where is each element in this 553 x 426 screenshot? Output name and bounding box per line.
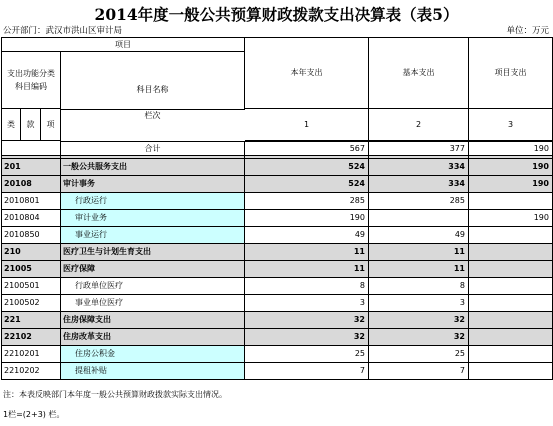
row-code: 210	[2, 244, 61, 261]
header-index-3: 3	[469, 109, 553, 141]
header-subject-name: 科目名称	[61, 52, 245, 141]
row-basic: 334	[369, 159, 469, 176]
row-name: 行政运行	[61, 193, 245, 210]
row-name: 住房改革支出	[61, 329, 245, 346]
row-name: 事业单位医疗	[61, 295, 245, 312]
row-name: 医疗卫生与计划生育支出	[61, 244, 245, 261]
header-total: 本年支出	[245, 38, 369, 109]
row-code: 2100501	[2, 278, 61, 295]
row-total: 285	[245, 193, 369, 210]
row-project: 190	[469, 159, 553, 176]
row-index-label: 栏次	[61, 109, 245, 141]
row-name: 事业运行	[61, 227, 245, 244]
row-total: 8	[245, 278, 369, 295]
row-total: 3	[245, 295, 369, 312]
row-total: 49	[245, 227, 369, 244]
header-xiang: 项	[41, 109, 61, 141]
row-project	[469, 363, 553, 380]
row-basic: 32	[369, 312, 469, 329]
row-total: 32	[245, 329, 369, 346]
row-name: 提租补贴	[61, 363, 245, 380]
row-name: 行政单位医疗	[61, 278, 245, 295]
header-lei: 类	[2, 109, 21, 141]
row-name: 审计业务	[61, 210, 245, 227]
row-project	[469, 244, 553, 261]
header-index-2: 2	[369, 109, 469, 141]
row-basic: 49	[369, 227, 469, 244]
row-code: 20108	[2, 176, 61, 193]
row-project	[469, 329, 553, 346]
row-basic: 334	[369, 176, 469, 193]
row-project	[469, 193, 553, 210]
row-name: 医疗保障	[61, 261, 245, 278]
row-project	[469, 346, 553, 363]
unit-label: 单位：万元	[506, 26, 549, 36]
header-item: 项目	[2, 38, 245, 52]
row-basic: 32	[369, 329, 469, 346]
footnote-1: 注：本表反映部门本年度一般公共预算财政拨款实际支出情况。	[3, 390, 227, 399]
row-code: 201	[2, 159, 61, 176]
row-code: 2010850	[2, 227, 61, 244]
row-basic: 11	[369, 261, 469, 278]
row-total: 190	[245, 210, 369, 227]
row-basic: 11	[369, 244, 469, 261]
header-index-1: 1	[245, 109, 369, 141]
header-func-code: 支出功能分类科目编码	[2, 52, 61, 109]
row-project	[469, 261, 553, 278]
row-name: 住房公积金	[61, 346, 245, 363]
row-code: 22102	[2, 329, 61, 346]
row-total: 32	[245, 312, 369, 329]
header-basic: 基本支出	[369, 38, 469, 109]
row-total: 11	[245, 261, 369, 278]
row-project: 190	[469, 210, 553, 227]
row-code: 2010801	[2, 193, 61, 210]
row-basic: 7	[369, 363, 469, 380]
footnote-2: 1栏=(2+3) 栏。	[3, 410, 65, 419]
row-project	[469, 278, 553, 295]
row-total: 25	[245, 346, 369, 363]
row-code: 2210201	[2, 346, 61, 363]
row-code: 221	[2, 312, 61, 329]
total-basic: 377	[369, 142, 469, 156]
row-code: 2210202	[2, 363, 61, 380]
total-project: 190	[469, 142, 553, 156]
total-amount: 567	[245, 142, 369, 156]
row-project	[469, 227, 553, 244]
row-basic: 8	[369, 278, 469, 295]
row-total: 524	[245, 159, 369, 176]
row-project	[469, 312, 553, 329]
row-name: 审计事务	[61, 176, 245, 193]
row-name: 住房保障支出	[61, 312, 245, 329]
row-project: 190	[469, 176, 553, 193]
budget-table	[1, 37, 553, 380]
row-basic: 285	[369, 193, 469, 210]
row-total: 7	[245, 363, 369, 380]
department-label: 公开部门：武汉市洪山区审计局	[3, 26, 123, 36]
row-basic: 25	[369, 346, 469, 363]
row-total: 11	[245, 244, 369, 261]
row-code: 21005	[2, 261, 61, 278]
total-label: 合计	[61, 142, 245, 156]
row-basic	[369, 210, 469, 227]
row-code: 2010804	[2, 210, 61, 227]
header-kuan: 款	[21, 109, 41, 141]
row-basic: 3	[369, 295, 469, 312]
row-total: 524	[245, 176, 369, 193]
total-code-cell	[2, 142, 61, 156]
row-code: 2100502	[2, 295, 61, 312]
row-name: 一般公共服务支出	[61, 159, 245, 176]
row-project	[469, 295, 553, 312]
report-title: 2014年度一般公共预算财政拨款支出决算表（表5）	[94, 5, 459, 24]
header-project: 项目支出	[469, 38, 553, 109]
